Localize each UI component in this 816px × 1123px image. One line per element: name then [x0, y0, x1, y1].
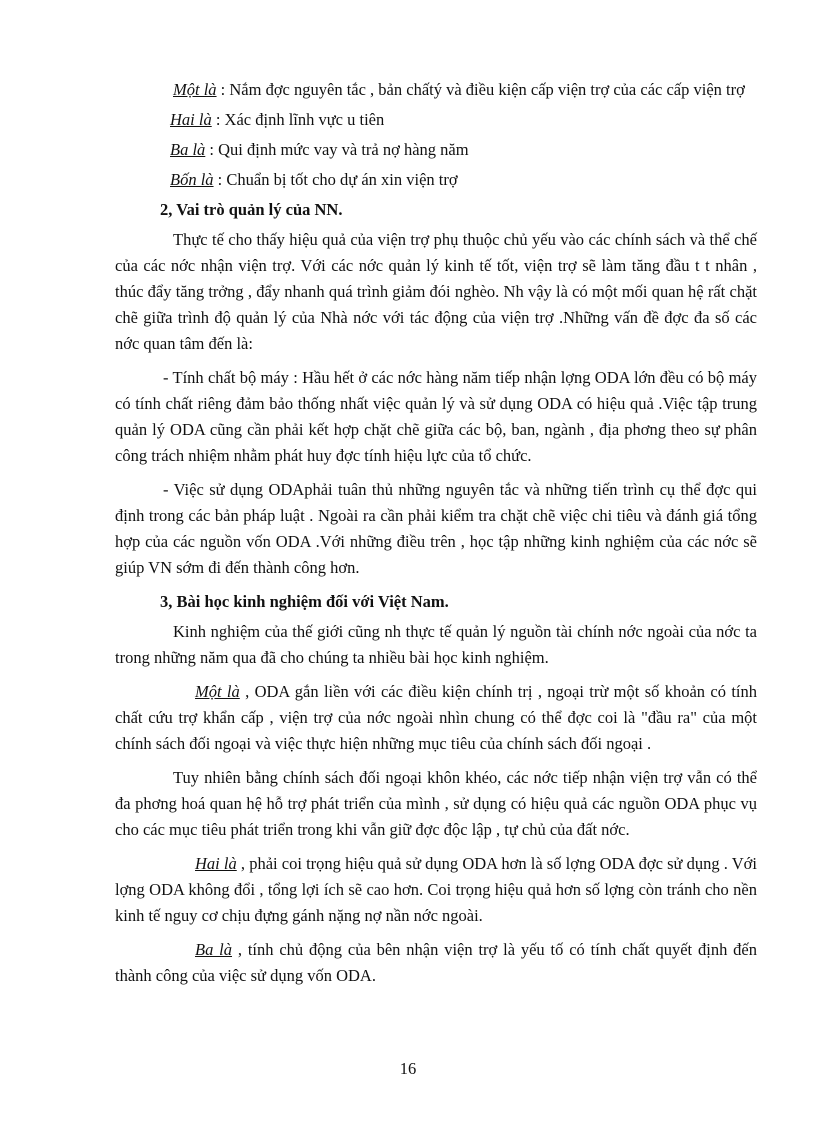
- paragraph-7: [115, 851, 757, 929]
- list-item: [115, 107, 757, 133]
- intro-paragraph: [115, 77, 757, 103]
- paragraph-2: - Tính chất bộ máy : Hầu hết ở các nớc hàng năm tiếp nhận lợng ODA lớn đều có bộ máy có tính chất riêng đảm bảo thống nhất việc quản lý và sử dụng ODA có hiệu quả .Việc tập trung quản lý ODA cũng cần phải kết hợp chặt chẽ giữa các bộ, ban, ngành , địa phơng theo sự phân công trách nhiệm nhằm phát huy đợc tính hiệu lực của tổ chức.: [115, 368, 757, 465]
- paragraph-1: Thực tế cho thấy hiệu quả của viện trợ phụ thuộc chủ yếu vào các chính sách và thể chế của các nớc nhận viện trợ. Với các nớc quản lý kinh tế tốt, viện trợ sẽ làm tăng đầu t t nhân , thúc đẩy tăng trởng , đẩy nhanh quá trình giảm đói nghèo. Nh vậy là có một mối quan hệ rất chặt chẽ giữa trình độ quản lý của Nhà nớc với tác động của viện trợ .Những vấn đề đợc đa số các nớc quan tâm đến là:: [115, 230, 757, 353]
- section-heading-2: 2, Vai trò quản lý của NN.: [160, 200, 343, 219]
- list-item-text: : Chuẩn bị tốt cho dự án xin viện trợ: [213, 170, 458, 189]
- list-item: [115, 167, 757, 193]
- paragraph-7-lead: Hai là: [195, 854, 237, 873]
- paragraph-5: [115, 679, 757, 757]
- intro-lead: Một là: [173, 80, 217, 99]
- paragraph-3: - Việc sử dụng ODAphải tuân thủ những nguyên tắc và những tiến trình cụ thể đợc qui định trong các bản pháp luật . Ngoài ra cần phải kiểm tra chặt chẽ việc chi tiêu và đánh giá tổng hợp của các nguồn vốn ODA .Với những điều trên , học tập những kinh nghiệm của các nớc sẽ giúp VN sớm đi đến thành công hơn.: [115, 480, 757, 577]
- page-content: [115, 73, 757, 989]
- section-heading-3: 3, Bài học kinh nghiệm đối với Việt Nam.: [160, 592, 449, 611]
- intro-text: : Nắm đợc nguyên tắc , bản chấtý và điều kiện cấp viện trợ của các cấp viện trợ: [216, 80, 745, 99]
- paragraph-8: [115, 937, 757, 989]
- list-item-lead: Ba là: [170, 140, 206, 159]
- paragraph-5-text: , ODA gắn liền với các điều kiện chính trị , ngoại trừ một số khoản có tính chất cứu trợ khẩn cấp , viện trợ của nớc ngoài nhìn chung có thể đợc coi là "đầu ra" của một chính sách đối ngoại và việc thực hiện những mục tiêu của chính sách đối ngoại .: [115, 682, 757, 753]
- list-item-text: : Xác định lĩnh vực u tiên: [211, 110, 385, 129]
- paragraph-8-lead: Ba là: [195, 940, 233, 959]
- list-item-lead: Bốn là: [170, 170, 214, 189]
- paragraph-4: Kinh nghiệm của thế giới cũng nh thực tế quản lý nguồn tài chính nớc ngoài của nớc ta trong những năm qua đã cho chúng ta nhiều bài học kinh nghiệm.: [115, 622, 757, 667]
- list-item-lead: Hai là: [170, 110, 212, 129]
- paragraph-8-text: , tính chủ động của bên nhận viện trợ là yếu tố có tính chất quyết định đến thành công của việc sử dụng vốn ODA.: [115, 940, 757, 985]
- list-item: [115, 137, 757, 163]
- paragraph-6: Tuy nhiên bằng chính sách đối ngoại khôn khéo, các nớc tiếp nhận viện trợ vẫn có thể đa phơng hoá quan hệ hỗ trợ phát triển của mình , sử dụng có hiệu quả các nguồn ODA phục vụ cho các mục tiêu phát triển trong khi vẫn giữ đợc độc lập , tự chủ của đất nớc.: [115, 768, 757, 839]
- paragraph-5-lead: Một là: [195, 682, 240, 701]
- page-number: 16: [399, 1059, 417, 1078]
- list-item-text: : Qui định mức vay và trả nợ hàng năm: [205, 140, 469, 159]
- paragraph-7-text: , phải coi trọng hiệu quả sử dụng ODA hơn là số lợng ODA đợc sử dụng . Với lợng ODA không đổi , tổng lợi ích sẽ cao hơn. Coi trọng hiệu quả hơn số lợng còn tránh cho nền kinh tế nguy cơ chịu đựng gánh nặng nợ nần nớc ngoài.: [115, 854, 757, 925]
